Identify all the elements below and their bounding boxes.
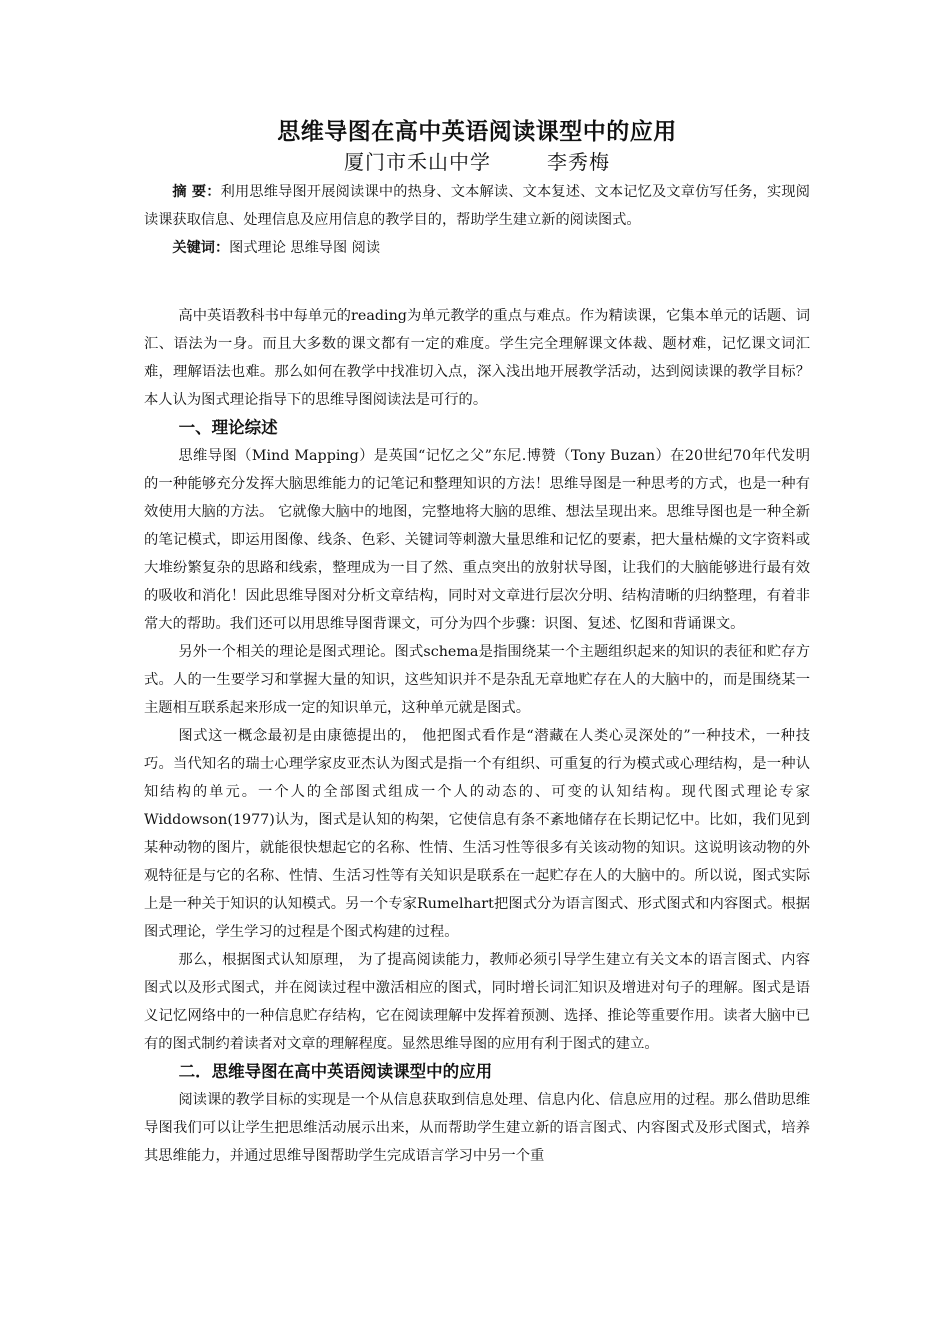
body-paragraph: 图式这一概念最初是由康德提出的， 他把图式看作是“潜藏在人类心灵深处的”一种技术，一种技巧。当代知名的瑞士心理学家皮亚杰认为图式是指一个有组织、可重复的行为模式或心理结构，是一种认知结构的单元。一个人的全部图式组成一个人的动态的、可变的认知结构。现代图式理论专家Widdowson(1977)认为，图式是认知的构架，它使信息有条不紊地储存在长期记忆中。比如，我们见到某种动物的图片，就能很快想起它的名称、性情、生活习性等很多有关该动物的知识。这说明该动物的外观特征是与它的名称、性情、生活习性等有关知识是联系在一起贮存在人的大脑中的。所以说，图式实际上是一种关于知识的认知模式。另一个专家Rumelhart把图式分为语言图式、形式图式和内容图式。根据图式理论，学生学习的过程是个图式构建的过程。: [144, 728, 810, 940]
author-name: 李秀梅: [547, 150, 610, 174]
section-heading-1: 一、理论综述: [178, 418, 278, 437]
section-heading-2: 二．思维导图在高中英语阅读课型中的应用: [178, 1062, 493, 1081]
keywords-text: 图式理论 思维导图 阅读: [229, 240, 381, 256]
document-title: 思维导图在高中英语阅读课型中的应用: [277, 119, 677, 145]
abstract: [144, 178, 810, 234]
body-paragraph: 阅读课的教学目标的实现是一个从信息获取到信息处理、信息内化、信息应用的过程。那么借助思维导图我们可以让学生把思维活动展示出来，从而帮助学生建立新的语言图式、内容图式及形式图式，培养其思维能力，并通过思维导图帮助学生完成语言学习中另一个重: [144, 1092, 810, 1164]
school-name: 厦门市禾山中学: [344, 150, 491, 174]
keywords: [144, 234, 810, 262]
intro-paragraph: 高中英语教科书中每单元的reading为单元教学的重点与难点。作为精读课，它集本单元的话题、词汇、语法为一身。而且大多数的课文都有一定的难度。学生完全理解课文体裁、题材难，记忆课文词汇难，理解语法也难。那么如何在教学中找准切入点，深入浅出地开展教学活动，达到阅读课的教学目标？本人认为图式理论指导下的思维导图阅读法是可行的。: [144, 308, 810, 408]
abstract-text: 利用思维导图开展阅读课中的热身、文本解读、文本复述、文本记忆及文章仿写任务，实现阅读课获取信息、处理信息及应用信息的教学目的，帮助学生建立新的阅读图式。: [144, 184, 810, 228]
body-paragraph: 另外一个相关的理论是图式理论。图式schema是指围绕某一个主题组织起来的知识的表征和贮存方式。人的一生要学习和掌握大量的知识，这些知识并不是杂乱无章地贮存在人的大脑中的，而是围绕某一主题相互联系起来形成一定的知识单元，这种单元就是图式。: [144, 644, 810, 716]
body-paragraph: 那么，根据图式认知原理， 为了提高阅读能力，教师必须引导学生建立有关文本的语言图式、内容图式以及形式图式，并在阅读过程中激活相应的图式，同时增长词汇知识及增进对句子的理解。图式是语义记忆网络中的一种信息贮存结构，它在阅读理解中发挥着预测、选择、推论等重要作用。读者大脑中已有的图式制约着读者对文章的理解程度。显然思维导图的应用有利于图式的建立。: [144, 952, 810, 1052]
keywords-label: 关键词：: [172, 240, 230, 256]
byline: [144, 148, 810, 176]
abstract-label: 摘 要：: [172, 184, 221, 200]
body-paragraph: 思维导图（Mind Mapping）是英国“记忆之父”东尼.博赞（Tony Buzan）在20世纪70年代发明的一种能够充分发挥大脑思维能力的记笔记和整理知识的方法！思维导图是一种思考的方式，也是一种有效使用大脑的方法。 它就像大脑中的地图，完整地将大脑的思维、想法呈现出来。思维导图也是一种全新的笔记模式，即运用图像、线条、色彩、关键词等刺激大量思维和记忆的要素，把大量枯燥的文字资料或大堆纷繁复杂的思路和线索，整理成为一目了然、重点突出的放射状导图，让我们的大脑能够进行最有效的吸收和消化！因此思维导图对分析文章结构，同时对文章进行层次分明、结构清晰的归纳整理，有着非常大的帮助。我们还可以用思维导图背课文，可分为四个步骤：识图、复述、忆图和背诵课文。: [144, 448, 810, 632]
